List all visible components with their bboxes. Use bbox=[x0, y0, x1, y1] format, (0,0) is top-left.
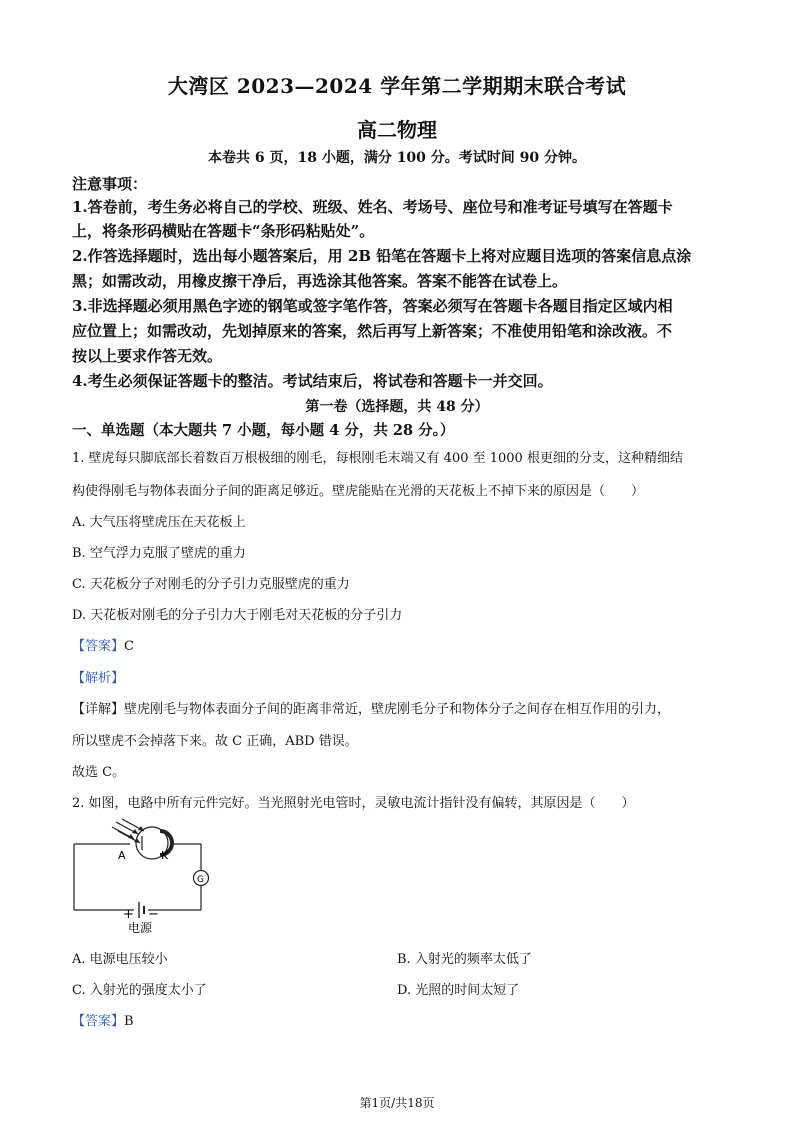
q1-analysis bbox=[72, 667, 124, 686]
notice-line: 应位置上；如需改动，先划掉原来的答案，然后再写上新答案；不准使用铅笔和涂改液。不 bbox=[72, 322, 673, 340]
cathode-label: K bbox=[161, 849, 169, 862]
q2-answer bbox=[72, 1010, 134, 1029]
answer-value: C bbox=[124, 639, 134, 654]
answer-tag: 【答案】 bbox=[72, 1014, 125, 1029]
galvanometer-label: G bbox=[197, 875, 204, 885]
q1-option-d: D. 天花板对刚毛的分子引力大于刚毛对天花板的分子引力 bbox=[72, 608, 403, 623]
exam-subject: 高二物理 bbox=[357, 118, 437, 142]
q1-option-b: B. 空气浮力克服了壁虎的重力 bbox=[72, 546, 246, 561]
q1-detail-cont: 所以壁虎不会掉落下来。故 C 正确，ABD 错误。 bbox=[72, 734, 358, 749]
notice-line: 3.非选择题必须用黑色字迹的钢笔或签字笔作答，答案必须写在答题卡各题目指定区域内相 bbox=[72, 297, 673, 315]
notice-line: 黑；如需改动，用橡皮擦干净后，再选涂其他答案。答案不能答在试卷上。 bbox=[72, 272, 568, 290]
q2-circuit-figure bbox=[68, 816, 218, 936]
analysis-tag: 【解析】 bbox=[72, 671, 125, 686]
battery-plus: + bbox=[123, 907, 134, 922]
notice-line: 4.考生必须保证答题卡的整洁。考试结束后，将试卷和答题卡一并交回。 bbox=[72, 372, 553, 390]
q1-option-a: A. 大气压将壁虎压在天花板上 bbox=[72, 515, 246, 530]
q1-stem: 1. 壁虎每只脚底部长着数百万根极细的刚毛，每根刚毛末端又有 400 至 1000 根更细的分支，这种精细结 bbox=[72, 451, 683, 466]
part-heading: 一、单选题（本大题共 7 小题，每小题 4 分，共 28 分。） bbox=[72, 422, 455, 439]
section-heading: 第一卷（选择题，共 48 分） bbox=[305, 399, 489, 415]
answer-value: B bbox=[124, 1014, 134, 1029]
q1-stem: 构使得刚毛与物体表面分子间的距离足够近。壁虎能贴在光滑的天花板上不掉下来的原因是（ ） bbox=[72, 484, 645, 499]
notice-heading: 注意事项： bbox=[72, 175, 148, 193]
q2-option-d: D. 光照的时间太短了 bbox=[397, 983, 520, 998]
q2-option-b: B. 入射光的频率太低了 bbox=[397, 952, 532, 967]
q1-conclusion: 故选 C。 bbox=[72, 765, 126, 780]
notice-line: 2.作答选择题时，选出每小题答案后，用 2B 铅笔在答题卡上将对应题目选项的答案信息点涂 bbox=[72, 247, 692, 265]
notice-line: 1.答卷前，考生务必将自己的学校、班级、姓名、考场号、座位号和准考证号填写在答题卡 bbox=[72, 198, 673, 216]
answer-tag: 【答案】 bbox=[72, 639, 125, 654]
notice-line: 按以上要求作答无效。 bbox=[72, 347, 223, 365]
page-number: 第1页/共18页 bbox=[359, 1096, 435, 1110]
detail-text: 壁虎刚毛与物体表面分子间的距离非常近，壁虎刚毛分子和物体分子之间存在相互作用的引力， bbox=[124, 702, 671, 717]
q1-answer bbox=[72, 635, 134, 654]
detail-tag: 【详解】 bbox=[72, 702, 125, 717]
notice-line: 上，将条形码横贴在答题卡“条形码粘贴处”。 bbox=[72, 222, 375, 240]
exam-meta: 本卷共 6 页，18 小题，满分 100 分。考试时间 90 分钟。 bbox=[207, 150, 587, 166]
battery-minus: − bbox=[148, 907, 159, 922]
anode-label: A bbox=[118, 849, 126, 862]
q1-option-c: C. 天花板分子对刚毛的分子引力克服壁虎的重力 bbox=[72, 577, 350, 592]
q2-option-c: C. 入射光的强度太小了 bbox=[72, 983, 207, 998]
q2-option-a: A. 电源电压较小 bbox=[72, 952, 168, 967]
exam-title: 大湾区 2023—2024 学年第二学期期末联合考试 bbox=[167, 74, 627, 98]
q1-detail bbox=[72, 698, 670, 717]
power-label: 电源 bbox=[128, 921, 153, 935]
q2-stem: 2. 如图，电路中所有元件完好。当光照射光电管时，灵敏电流计指针没有偏转，其原因是（ ） bbox=[72, 796, 635, 811]
